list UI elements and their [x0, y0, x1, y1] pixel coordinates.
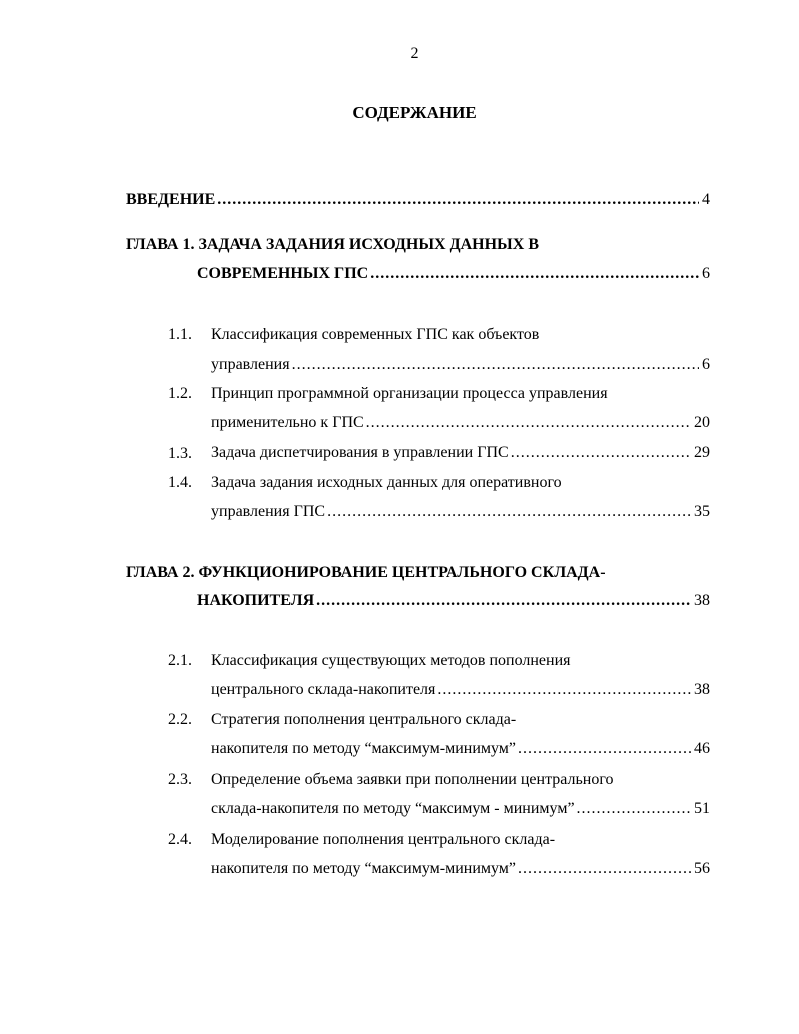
toc-entry-chapter-2: [197, 592, 710, 614]
toc-page-number: 46: [694, 740, 710, 757]
section-title: Определение объема заявки при пополнении центрального: [211, 771, 614, 788]
dot-leader: [370, 265, 699, 283]
toc-page-number: 6: [702, 356, 710, 373]
dot-leader: [217, 191, 699, 209]
section-number: 1.2.: [168, 385, 192, 402]
dot-leader: [292, 356, 699, 374]
section-number: 2.4.: [168, 831, 192, 848]
dot-leader: [518, 740, 691, 758]
toc-page-number: 29: [694, 444, 710, 461]
toc-page-number: 38: [694, 681, 710, 698]
toc-entry-label: управления: [211, 356, 290, 373]
toc-entry-label: накопителя по методу “максимум-минимум”: [211, 740, 517, 757]
toc-entry-1-4: [211, 503, 710, 525]
dot-leader: [577, 800, 691, 818]
section-number: 2.3.: [168, 771, 192, 788]
chapter-1-heading: ГЛАВА 1. ЗАДАЧА ЗАДАНИЯ ИСХОДНЫХ ДАННЫХ В: [126, 236, 539, 253]
section-title: Классификация современных ГПС как объектов: [211, 326, 540, 343]
dot-leader: [366, 414, 691, 432]
toc-entry-label: НАКОПИТЕЛЯ: [197, 592, 315, 609]
toc-page-number: 51: [694, 800, 710, 817]
toc-entry-2-1: [211, 681, 710, 703]
dot-leader: [518, 860, 691, 878]
toc-entry-intro: [126, 191, 710, 213]
toc-entry-2-4: [211, 860, 710, 882]
toc-entry-label: центрального склада-накопителя: [211, 681, 436, 698]
toc-entry-label: применительно к ГПС: [211, 414, 364, 431]
toc-page-number: 56: [694, 860, 710, 877]
section-title: Классификация существующих методов пополнения: [211, 652, 571, 669]
section-number: 2.2.: [168, 711, 192, 728]
toc-entry-label: накопителя по методу “максимум-минимум”: [211, 860, 517, 877]
toc-entry-2-3: [211, 800, 710, 822]
section-title: Стратегия пополнения центрального склада-: [211, 711, 517, 728]
dot-leader: [437, 681, 691, 699]
toc-entry-label: склада-накопителя по методу “максимум - минимум”: [211, 800, 575, 817]
chapter-2-heading: ГЛАВА 2. ФУНКЦИОНИРОВАНИЕ ЦЕНТРАЛЬНОГО СКЛАДА-: [126, 564, 606, 581]
toc-entry-label: Задача диспетчирования в управлении ГПС: [211, 444, 509, 461]
toc-page-number: 35: [694, 503, 710, 520]
section-number: 1.3.: [168, 445, 192, 462]
section-title: Принцип программной организации процесса управления: [211, 385, 608, 402]
page-number: 2: [410, 45, 419, 62]
section-number: 1.4.: [168, 474, 192, 491]
toc-entry-1-1: [211, 356, 710, 378]
toc-entry-2-2: [211, 740, 710, 762]
toc-entry-label: управления ГПС: [211, 503, 326, 520]
toc-entry-label: СОВРЕМЕННЫХ ГПС: [197, 265, 369, 282]
toc-entry-chapter-1: [197, 265, 710, 287]
toc-page-number: 6: [702, 265, 710, 282]
section-number: 2.1.: [168, 652, 192, 669]
toc-page-number: 4: [702, 191, 710, 208]
toc-entry-1-2: [211, 414, 710, 436]
dot-leader: [511, 444, 691, 462]
section-title: Задача задания исходных данных для оперативного: [211, 474, 562, 491]
page-title: СОДЕРЖАНИЕ: [352, 103, 477, 122]
dot-leader: [327, 503, 691, 521]
toc-entry-1-3: [211, 444, 710, 466]
section-title: Моделирование пополнения центрального склада-: [211, 831, 556, 848]
section-number: 1.1.: [168, 326, 192, 343]
dot-leader: [316, 592, 691, 610]
toc-page-number: 38: [694, 592, 710, 609]
toc-entry-label: ВВЕДЕНИЕ: [126, 191, 216, 208]
toc-page-number: 20: [694, 414, 710, 431]
